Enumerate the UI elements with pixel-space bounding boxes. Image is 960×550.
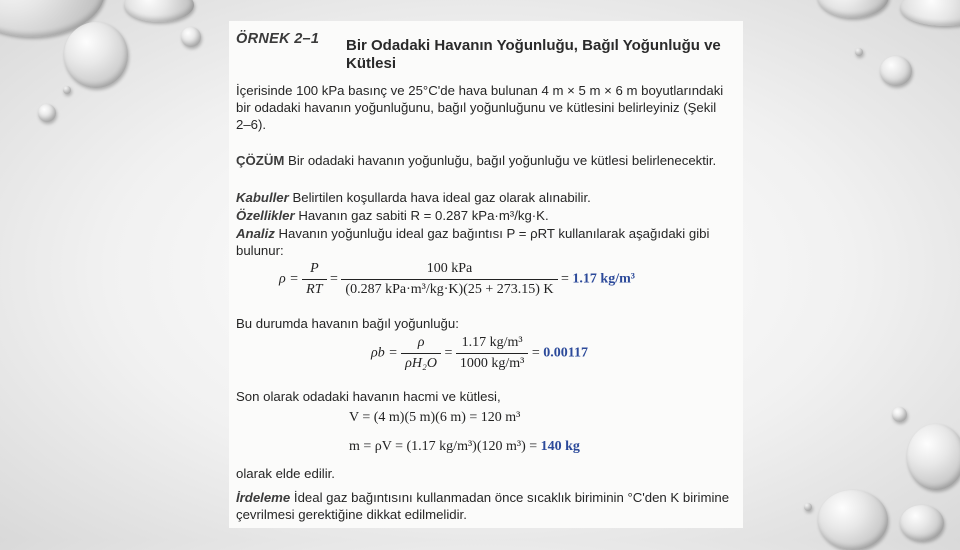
fraction-numerator: 100 kPa <box>341 261 557 280</box>
fraction-denominator: (0.287 kPa·m³/kg·K)(25 + 273.15) K <box>345 282 554 297</box>
water-drop <box>64 22 128 88</box>
volume-mass-intro: Son olarak odadaki havanın hacmi ve kütlesi, <box>236 389 501 404</box>
equals-sign: = <box>561 271 569 287</box>
mass-equation <box>349 439 580 455</box>
volume-equation: V = (4 m)(5 m)(6 m) = 120 m³ <box>349 410 521 425</box>
density-fraction-2 <box>341 261 557 298</box>
water-drop <box>804 503 812 511</box>
fraction-denominator: RT <box>306 282 323 297</box>
fraction-numerator: ρ <box>401 335 441 354</box>
water-drop <box>907 424 960 490</box>
analysis-label: Analiz <box>236 226 275 241</box>
assumptions-text: Belirtilen koşullarda hava ideal gaz olarak alınabilir. <box>292 190 591 205</box>
density-lhs: ρ = <box>279 271 299 287</box>
equals-sign: = <box>531 345 540 361</box>
water-drop <box>124 0 194 22</box>
properties-label: Özellikler <box>236 208 295 223</box>
water-drop <box>181 27 201 47</box>
water-drop <box>63 86 71 94</box>
properties-line <box>236 207 734 224</box>
equals-sign: = <box>444 345 453 361</box>
water-drop <box>892 407 907 422</box>
problem-statement: İçerisinde 100 kPa basınç ve 25°C'de hava bulunan 4 m × 5 m × 6 m boyutlarındaki bir odadaki havanın yoğunluğunu, bağıl yoğunluğunu ve kütlesini belirleyiniz (Şekil 2–6). <box>236 83 724 132</box>
solution-label: ÇÖZÜM <box>236 153 285 168</box>
fraction-numerator: 1.17 kg/m³ <box>456 335 528 354</box>
density-result: 1.17 kg/m³ <box>572 271 635 287</box>
fraction-numerator: P <box>302 261 326 280</box>
relative-density-fraction-2 <box>456 335 528 372</box>
solution-text: Bir odadaki havanın yoğunluğu, bağıl yoğunluğu ve kütlesi belirlenecektir. <box>288 153 717 168</box>
water-drop <box>38 104 56 122</box>
assumptions-label: Kabuller <box>236 190 289 205</box>
relative-density-result: 0.00117 <box>543 345 589 361</box>
density-fraction-1 <box>302 261 326 298</box>
water-drop <box>855 48 863 56</box>
relative-density-equation <box>371 335 588 372</box>
equals-sign: = <box>330 271 338 287</box>
mass-lhs: m = ρV = (1.17 kg/m³)(120 m³) = <box>349 439 538 454</box>
water-drop <box>817 0 889 18</box>
water-drop <box>880 56 912 86</box>
textbook-page <box>229 21 743 528</box>
water-drop <box>818 490 888 550</box>
discussion-paragraph <box>236 489 734 523</box>
solution-paragraph <box>236 152 734 169</box>
example-title: Bir Odadaki Havanın Yoğunluğu, Bağıl Yoğunluğu ve Kütlesi <box>346 37 721 72</box>
water-drop <box>900 505 944 541</box>
relative-density-intro: Bu durumda havanın bağıl yoğunluğu: <box>236 316 459 331</box>
closing-text: olarak elde edilir. <box>236 466 335 481</box>
example-number: ÖRNEK 2–1 <box>236 31 320 47</box>
mass-result: 140 kg <box>540 439 580 454</box>
discussion-label: İrdeleme <box>236 490 291 505</box>
assumptions-line <box>236 189 734 206</box>
discussion-text: İdeal gaz bağıntısını kullanmadan önce sıcaklık biriminin °C'den K birimine çevrilmesi gerektiğine dikkat edilmelidir. <box>236 490 730 522</box>
density-equation <box>279 261 635 298</box>
relative-density-lhs: ρb = <box>371 345 398 361</box>
fraction-denominator: ρH₂O <box>405 356 437 371</box>
relative-density-fraction-1 <box>401 335 441 372</box>
fraction-denominator: 1000 kg/m³ <box>459 356 525 371</box>
properties-text: Havanın gaz sabiti R = 0.287 kPa·m³/kg·K. <box>298 208 549 223</box>
water-drop <box>900 0 960 26</box>
analysis-text: Havanın yoğunluğu ideal gaz bağıntısı P = ρRT kullanılarak aşağıdaki gibi bulunur: <box>236 226 710 258</box>
analysis-paragraph <box>236 225 734 259</box>
